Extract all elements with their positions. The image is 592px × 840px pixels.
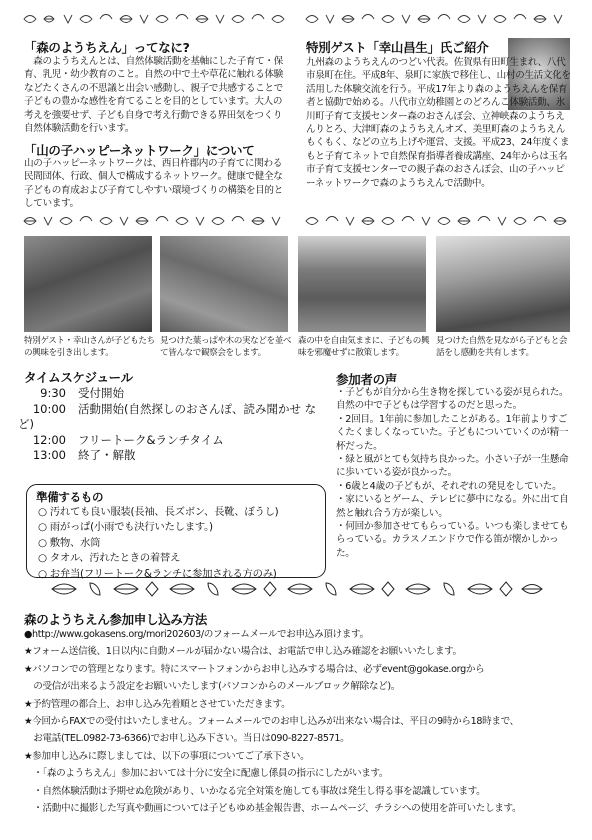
- schedule-time: 12:00: [32, 432, 66, 447]
- section-title-network: 「山の子ハッピーネットワーク」について: [24, 143, 255, 158]
- what-is-text: 森のようちえんとは、自然体験活動を基軸にした子育て・保育、乳児・幼少教育のこと。自然の中で土や草花に触れる体験などたくさんの不思議と出会い感動し、親子で共感することで子どもの豊かな感性を育てることを目的としています。大人の考えを強要せず、子ども自身で考え行動できる界田気をつくり自然体験活動を行います。: [24, 56, 283, 135]
- guest-bio: 九州森のようちえんのつどい代表。佐賀県有田町生まれ、八代市泉町在住。平成8年、泉町に家族で移住し、山村の生活文化を活用した体験交流を行う。平成17年より森のようちえんを保育者と協動で始める。八代市立幼稚園とのどろんこ体験活動、氷川町子育て支援センター森のおさんぽ会、立神峡森のようちえんりとろ、大津町森のようちえんオズ、美里町森のようちえんもくもく、などの立ち上げや運営、支援。平成23、24年度くまもと子育てネットで自然保育指導者養成講座、24年からは玉名市子育て支援センターでの親子森のおさんぽ会、山の子ハッピーネットワークで森のようちえんで活動中。: [306, 57, 571, 189]
- prepare-item: ○ 汚れても良い服装(長袖、長ズボン、長靴、ぼうし): [38, 506, 279, 518]
- schedule-time: 9:30: [40, 386, 66, 400]
- prepare-item: ○ お弁当(フリートーク&ランチに参加される方のみ): [38, 567, 277, 580]
- prepare-item: ○ タオル、汚れたときの着替え: [38, 552, 181, 565]
- photo-guest-with-children: [24, 236, 152, 332]
- voice-item: ・6歳と4歳の子どもが、それぞれの発見をしていた。: [336, 480, 562, 492]
- voice-item: ・何回か参加させてもらっている。いつも楽しませてもらっている。カラスノエンドウで作る笛が懐かしかった。: [336, 521, 569, 559]
- voice-item: ・子どもが自分から生き物を探している姿が見られた。自然の中で子どもは学習するのだと思った。: [336, 387, 569, 412]
- apply-line: ★参加申し込みに際しましては、以下の事項についてご了承下さい。: [24, 750, 310, 762]
- photo-forest-walk: [298, 236, 426, 332]
- apply-line: ・活動中に撮影した写真や動画については子どもゆめ基金報告書、ホームページ、チラシへの使用を許可いたします。: [24, 803, 522, 815]
- voice-item: ・家にいるとゲーム、テレビに夢中になる。外に出て自然と触れ合う方が楽しい。: [336, 494, 569, 519]
- schedule-title: タイムスケジュール: [24, 370, 133, 385]
- prepare-item: ○ 敷物、水筒: [38, 536, 101, 549]
- schedule-list: [18, 386, 328, 464]
- schedule-time: 13:00: [32, 448, 66, 462]
- prepare-item: ○ 雨がっぱ(小雨でも決行いたします。): [38, 521, 213, 534]
- schedule-item: [18, 386, 328, 402]
- prepare-list: [38, 505, 322, 582]
- photo-caption-4: 見つけた自然を見ながら子どもと会話をし感動を共有します。: [436, 336, 568, 358]
- voices-list: [336, 386, 572, 560]
- apply-url-line[interactable]: ●http://www.gokasens.org/mori202603/のフォームメールでお申込み頂けます。: [24, 629, 369, 640]
- schedule-desc: フリートーク&ランチタイム: [78, 432, 224, 447]
- apply-title: 森のようちえん参加申し込み方法: [24, 612, 208, 627]
- schedule-time: 10:00: [32, 401, 66, 416]
- schedule-desc: 活動開始(自然探しのおさんぽ、読み聞かせ など): [18, 401, 317, 431]
- apply-line: ★パソコンでの管理となります。特にスマートフォンからお申し込みする場合は、必ずevent@gokase.orgから: [24, 663, 485, 675]
- leaf-border-bottom-icon: [48, 578, 548, 600]
- apply-list: [24, 626, 576, 817]
- photo-caption-2: 見つけた葉っぱや木の実などを並べて皆んなで観察会をします。: [160, 336, 292, 358]
- photo-sharing-nature: [436, 236, 570, 332]
- schedule-desc: 受付開始: [78, 386, 124, 400]
- schedule-item: [18, 448, 328, 464]
- voice-item: ・緑と風がとても気持ち良かった。小さい子が一生懸命に歩いている姿が良かった。: [336, 454, 569, 479]
- schedule-item: [18, 433, 328, 449]
- photo-caption-1: 特別ゲスト・幸山さんが子どもたちの興味を引き出します。: [24, 336, 155, 358]
- voice-item: ・2回目。1年前に参加したことがある。1年前よりすごくたくましくなっていた。子どもについていくのが精一杯だった。: [336, 413, 569, 452]
- schedule-desc: 終了・解散: [78, 448, 136, 462]
- schedule-item: [18, 402, 328, 433]
- apply-line: ・自然体験活動は予期せぬ危険があり、いかなる完全対策を施しても事故は発生し得る事を認識しています。: [24, 785, 486, 797]
- apply-line: ★予約管理の都合上、お申し込み先着順とさせていただきます。: [24, 698, 291, 710]
- section-title-what-is: 「森のようちえん」ってなに?: [24, 40, 190, 55]
- prepare-title: 準備するもの: [36, 490, 104, 504]
- apply-line: ★今回からFAXでの受付はいたしません。フォームメールでのお申し込みが出来ない場合は、平日の9時から18時まで、: [24, 716, 519, 728]
- network-text: 山の子ハッピーネットワークは、西日杵郡内の子育てに関わる民間団体、行政、個人で構成するネットワーク。健康で健全な子どもの育成および子育てしやすい環境づくりの構築を目的としています。: [24, 158, 283, 210]
- apply-line: お電話(TEL.0982-73-6366)でお申し込み下さい。当日は090-8227-8571。: [24, 733, 350, 745]
- photo-caption-3: 森の中を自由気ままに、子どもの興味を邪魔せずに散策します。: [298, 336, 430, 358]
- apply-line: ・「森のようちえん」参加においては十分に安全に配慮し係員の指示にしたがいます。: [24, 768, 389, 780]
- photo-leaf-observation: [160, 236, 288, 332]
- apply-line: の受信が出来るよう設定をお願いいたします(パソコンからのメールブロック解除など)。: [24, 681, 400, 693]
- leaf-border-middle-icon: [20, 214, 572, 228]
- guest-title: 特別ゲスト「幸山昌生」氏ご紹介: [306, 40, 489, 55]
- leaf-border-top-icon: [20, 12, 572, 26]
- voices-title: 参加者の声: [336, 372, 398, 387]
- apply-line: ★フォーム送信後、1日以内に自動メールが届かない場合は、お電話で申し込み確認をお願いいたします。: [24, 646, 462, 658]
